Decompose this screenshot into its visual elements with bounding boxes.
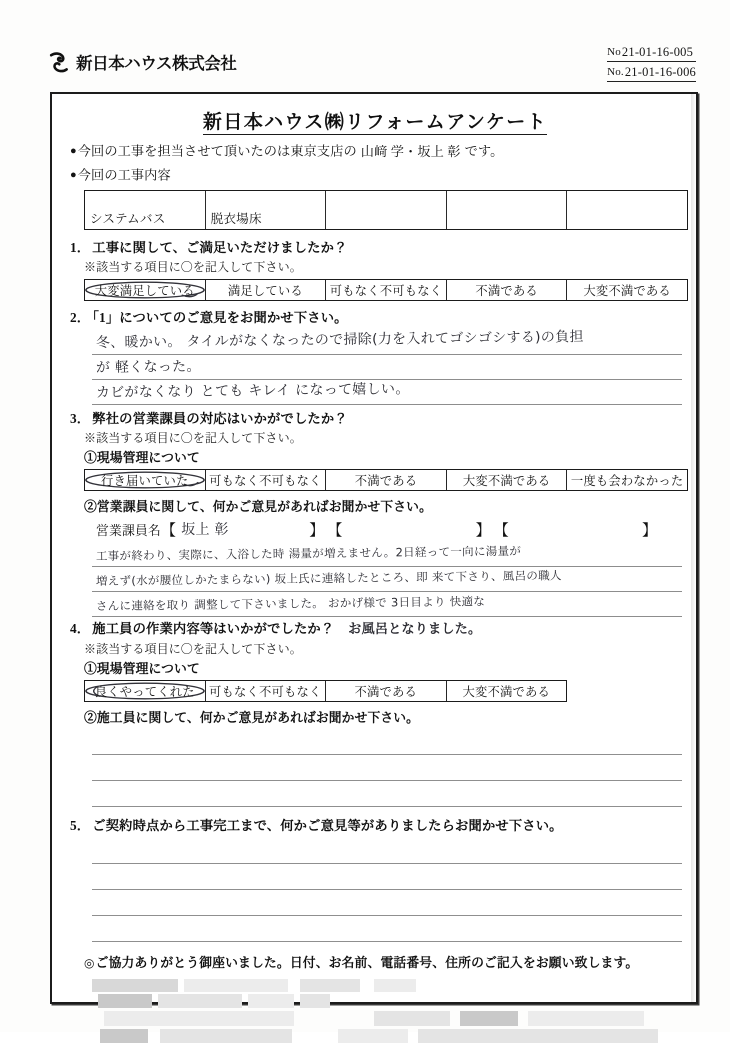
option-label: 不満である <box>354 685 417 699</box>
bracket-open-icon: 【 <box>160 522 177 539</box>
question-5-text: ご契約時点から工事完工まで、何かご意見等がありましたらお聞かせ下さい。 <box>92 818 563 833</box>
sales-staff-name-field-1[interactable] <box>161 519 324 540</box>
work-content-cell[interactable] <box>567 191 687 229</box>
question-4-options <box>84 680 567 702</box>
question-3-text: 弊社の営業課員の対応はいかがでしたか？ <box>92 411 348 426</box>
option-label: 可もなく不可もなく <box>209 685 322 699</box>
option-q3-0[interactable] <box>85 470 206 490</box>
question-4-number: 4． <box>70 621 91 636</box>
question-1-text: 工事に関して、ご満足いただけましたか？ <box>92 240 348 255</box>
question-1-number: 1． <box>70 240 91 255</box>
intro-line <box>70 143 680 160</box>
document-number <box>607 64 696 82</box>
company-name: 新日本ハウス株式会社 <box>76 54 237 73</box>
closing-text: ご協力ありがとう御座いました。日付、お名前、電話番号、住所のご記入をお願い致します。 <box>95 956 639 970</box>
question-5-answer-line[interactable] <box>92 838 682 864</box>
intro-text-before: 今回の工事を担当させて頂いたのは東京支店の <box>77 143 357 159</box>
question-1-heading <box>70 239 680 256</box>
option-q4-0[interactable] <box>85 681 206 701</box>
option-q3-1[interactable] <box>206 470 327 490</box>
question-4-answer-line[interactable] <box>92 729 682 755</box>
question-2-answer-line[interactable] <box>92 330 682 355</box>
sales-staff-name-field-3[interactable] <box>494 519 657 540</box>
option-q1-4[interactable] <box>567 280 687 300</box>
bracket-close-icon: 】 <box>309 522 325 539</box>
handwritten-answer: 増えず(水が腰位しかたまらない) 坂上氏に連絡したところ、即 来て下さり、風呂の職人 <box>95 568 562 589</box>
bracket-open-icon: 【 <box>327 522 343 539</box>
handwritten-answer: 工事が終わり、実際に、入浴した時 湯量が増えません。2日経って一向に湯量が <box>95 543 522 564</box>
question-4-note: ※該当する項目に〇を記入して下さい。 <box>84 642 302 656</box>
option-label: 不満である <box>475 284 538 298</box>
work-content-heading <box>70 167 680 184</box>
question-3-options <box>84 469 688 491</box>
document-number-block <box>607 44 696 82</box>
question-4-text: 施工員の作業内容等はいかがでしたか？ <box>92 621 335 636</box>
document-number-value: 21-01-16-005 <box>621 45 694 59</box>
question-3-number: 3． <box>70 411 91 426</box>
question-1-note: ※該当する項目に〇を記入して下さい。 <box>84 260 302 274</box>
handwritten-overflow-answer: お風呂となりました。 <box>348 622 482 637</box>
question-3-sub1-heading: ①現場管理について <box>84 451 200 465</box>
document-number <box>607 44 696 62</box>
work-content-table <box>84 190 688 230</box>
closing-thanks-line <box>84 952 680 971</box>
question-3-note: ※該当する項目に〇を記入して下さい。 <box>84 431 302 445</box>
intro-text-after: です。 <box>464 143 504 159</box>
option-q4-1[interactable] <box>206 681 327 701</box>
option-label: 可もなく不可もなく <box>209 474 322 488</box>
work-content-cell[interactable]: システムバス <box>85 191 206 229</box>
question-4-answer-line[interactable] <box>92 755 682 781</box>
option-label: 大変不満である <box>462 474 551 488</box>
sales-staff-name-field-2[interactable] <box>327 519 490 540</box>
question-5-heading <box>70 817 680 834</box>
option-label: 大変不満である <box>462 685 550 699</box>
question-5-answer-line[interactable] <box>92 916 682 942</box>
number-symbol: No. <box>607 66 624 78</box>
question-1-options <box>84 279 688 301</box>
letterhead <box>0 0 730 92</box>
question-3-answer-line[interactable] <box>92 592 682 617</box>
company-identity <box>48 50 237 74</box>
option-label: 一度も会わなかった <box>570 474 684 488</box>
double-circle-icon: ◎ <box>84 956 95 970</box>
company-swirl-logo-icon <box>48 51 70 74</box>
handwritten-answer: が 軽くなった。 <box>95 358 201 377</box>
document-number-value: 21-01-16-006 <box>624 65 696 79</box>
option-label: 満足している <box>227 284 303 298</box>
question-2-text: 「1」についてのご意見をお聞かせ下さい。 <box>92 310 348 325</box>
option-q1-0[interactable] <box>85 280 206 300</box>
question-2-answer-line[interactable] <box>92 380 682 405</box>
question-2-number: 2． <box>70 310 91 325</box>
question-5-number: 5． <box>70 818 91 833</box>
handwritten-answer: カビがなくなり とても キレイ になって嬉しい。 <box>95 381 410 402</box>
work-content-cell[interactable] <box>326 191 447 229</box>
question-4-sub2-heading: ②施工員に関して、何かご意見があればお聞かせ下さい。 <box>84 711 420 725</box>
question-3-heading <box>70 410 680 427</box>
bracket-close-icon: 】 <box>642 522 658 539</box>
question-3-answer-line[interactable] <box>92 567 682 592</box>
option-label: 大変満足している <box>94 284 195 298</box>
question-5-answer-line[interactable] <box>92 864 682 890</box>
bracket-open-icon: 【 <box>493 522 509 539</box>
bracket-close-icon: 】 <box>475 522 491 539</box>
question-3-sub2-heading: ②営業課員に関して、何かご意見があればお聞かせ下さい。 <box>84 500 432 514</box>
handwritten-staff-name: 坂上 彰 <box>181 522 229 538</box>
option-q3-3[interactable] <box>447 470 568 490</box>
option-label: 大変不満である <box>583 284 671 298</box>
option-label: 行き届いていた <box>101 474 189 488</box>
work-content-heading-text: 今回の工事内容 <box>77 167 171 182</box>
option-q1-3[interactable] <box>447 280 568 300</box>
option-q1-2[interactable] <box>326 280 447 300</box>
page-title-text: 新日本ハウス㈱リフォームアンケート <box>202 112 548 133</box>
question-2-answer-line[interactable] <box>92 355 682 380</box>
option-q3-4[interactable] <box>567 470 687 490</box>
handwritten-answer: 冬、暖かい。 タイルがなくなったので掃除(力を入れてゴシゴシする)の負担 <box>95 329 584 352</box>
bullet-icon: ● <box>70 168 77 181</box>
option-q4-3[interactable] <box>447 681 567 701</box>
question-4-sub1-heading: ①現場管理について <box>84 662 200 676</box>
option-label: 可もなく不可もなく <box>329 284 443 298</box>
bullet-icon: ● <box>70 145 77 157</box>
option-q4-2[interactable] <box>326 681 447 701</box>
assigned-staff-names: 山﨑 学・坂上 彰 <box>360 143 461 159</box>
personal-information-redacted <box>88 977 688 1055</box>
option-label: 不満である <box>354 474 418 488</box>
work-content-cell[interactable]: 脱衣場床 <box>206 191 327 229</box>
question-4-heading <box>70 620 680 638</box>
survey-form-frame <box>50 92 698 1004</box>
sales-staff-name-label: 営業課員名 <box>96 523 161 538</box>
option-label: 良くやってくれた <box>94 685 195 699</box>
question-4-answer-line[interactable] <box>92 781 682 807</box>
question-3-answer-line[interactable] <box>92 542 682 567</box>
work-content-cell[interactable] <box>447 191 568 229</box>
question-2-heading <box>70 309 680 326</box>
number-symbol: No <box>607 46 621 58</box>
option-q1-1[interactable] <box>206 280 327 300</box>
option-q3-2[interactable] <box>326 470 447 490</box>
question-5-answer-line[interactable] <box>92 890 682 916</box>
sales-staff-name-row <box>96 518 680 540</box>
handwritten-answer: さんに連絡を取り 調整して下さいました。 おかげ様で 3日目より 快適な <box>95 594 486 614</box>
page-title <box>70 107 680 134</box>
